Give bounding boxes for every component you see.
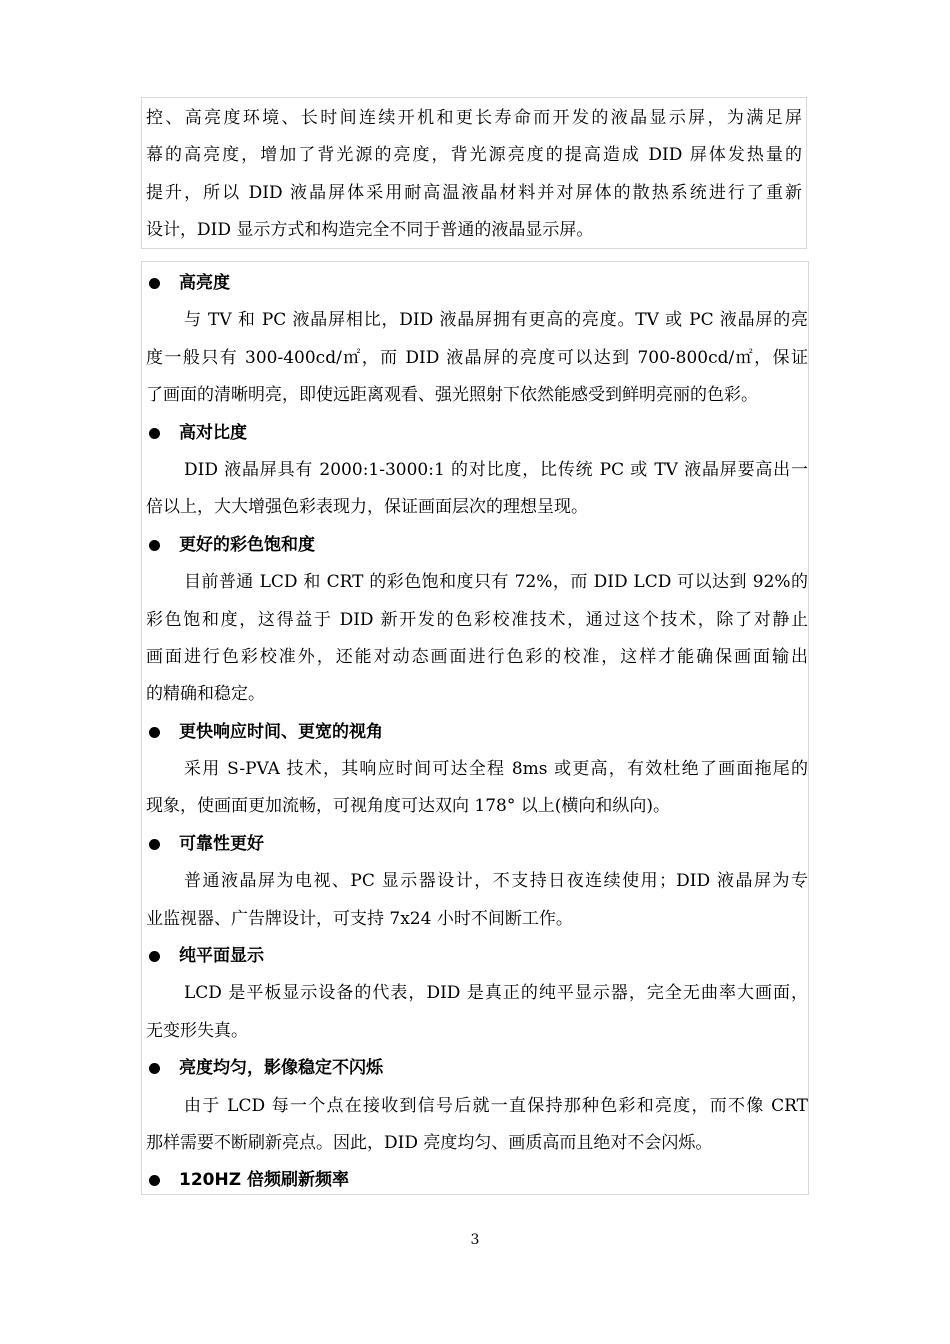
bullet-icon [149,727,160,738]
section-heading-text: 高对比度 [179,422,247,443]
paragraph-line: 彩色饱和度，这得益于 DID 新开发的色彩校准技术，通过这个技术，除了对静止 [146,609,808,630]
paragraph-line: 那样需要不断刷新亮点。因此，DID 亮度均匀、画质高而且绝对不会闪烁。 [146,1132,713,1153]
section-heading-flat-display [146,938,808,975]
intro-line: 设计，DID 显示方式和构造完全不同于普通的液晶显示屏。 [146,220,594,241]
bullet-icon [149,540,160,551]
paragraph-line: 普通液晶屏为电视、PC 显示器设计，不支持日夜连续使用；DID 液晶屏为专 [184,871,808,892]
paragraph-line: 由于 LCD 每一个点在接收到信号后就一直保持那种色彩和亮度，而不像 CRT [184,1095,808,1116]
section-heading-response-time [146,714,808,751]
paragraph-line: LCD 是平板显示设备的代表，DID 是真正的纯平显示器，完全无曲率大画面， [184,983,808,1004]
paragraph-line: 与 TV 和 PC 液晶屏相比，DID 液晶屏拥有更高的亮度。TV 或 PC 液晶屏的亮 [184,310,808,331]
bullet-icon [149,1063,160,1074]
section-heading-text: 纯平面显示 [179,946,264,967]
section-heading-text: 可靠性更好 [179,833,264,854]
intro-paragraph-box [141,97,807,249]
paragraph-line: 画面进行色彩校准外，还能对动态画面进行色彩的校准，这样才能确保画面输出 [146,646,808,667]
section-heading-text: 亮度均匀，影像稳定不闪烁 [179,1058,383,1079]
section-heading-saturation [146,527,808,564]
paragraph-line: DID 液晶屏具有 2000:1-3000:1 的对比度，比传统 PC 或 TV 液晶屏要高出一 [184,459,808,480]
page-number: 3 [470,1232,480,1248]
section-heading-text: 高亮度 [179,273,230,293]
intro-line: 幕的高亮度，增加了背光源的亮度，背光源亮度的提高造成 DID 屏体发热量的 [146,145,802,166]
bullet-icon [149,1175,160,1186]
paragraph-line: 采用 S-PVA 技术，其响应时间可达全程 8ms 或更高，有效杜绝了画面拖尾的 [184,759,808,780]
paragraph-line: 倍以上，大大增强色彩表现力，保证画面层次的理想呈现。 [146,497,588,518]
paragraph-line: 的精确和稳定。 [146,684,265,705]
paragraph-line: 无变形失真。 [146,1020,248,1041]
intro-line: 控、高亮度环境、长时间连续开机和更长寿命而开发的液晶显示屏，为满足屏 [146,108,802,128]
bullet-icon [149,951,160,962]
intro-line: 提升，所以 DID 液晶屏体采用耐高温液晶材料并对屏体的散热系统进行了重新 [146,182,802,203]
section-heading-text: 120HZ 倍频刷新频率 [179,1170,349,1191]
features-box [141,261,809,1195]
paragraph-line: 目前普通 LCD 和 CRT 的彩色饱和度只有 72%，而 DID LCD 可以达到 92%的 [184,572,808,593]
bullet-icon [149,278,160,289]
section-heading-uniform-brightness [146,1050,808,1087]
paragraph-line: 度一般只有 300-400cd/㎡，而 DID 液晶屏的亮度可以达到 700-800cd/㎡，保证 [146,347,808,368]
bullet-icon [149,839,160,850]
paragraph-line: 业监视器、广告牌设计，可支持 7x24 小时不间断工作。 [146,908,573,929]
bullet-icon [149,428,160,439]
paragraph-line: 现象，使画面更加流畅，可视角度可达双向 178° 以上(横向和纵向)。 [146,796,671,817]
section-heading-contrast [146,415,808,452]
section-heading-text: 更好的彩色饱和度 [179,534,315,555]
section-heading-refresh-rate [146,1162,808,1199]
section-heading-reliability [146,826,808,863]
section-heading-text: 更快响应时间、更宽的视角 [179,721,383,742]
paragraph-line: 了画面的清晰明亮，即使远距离观看、强光照射下依然能感受到鲜明亮丽的色彩。 [146,385,758,406]
section-heading-brightness [146,265,808,302]
